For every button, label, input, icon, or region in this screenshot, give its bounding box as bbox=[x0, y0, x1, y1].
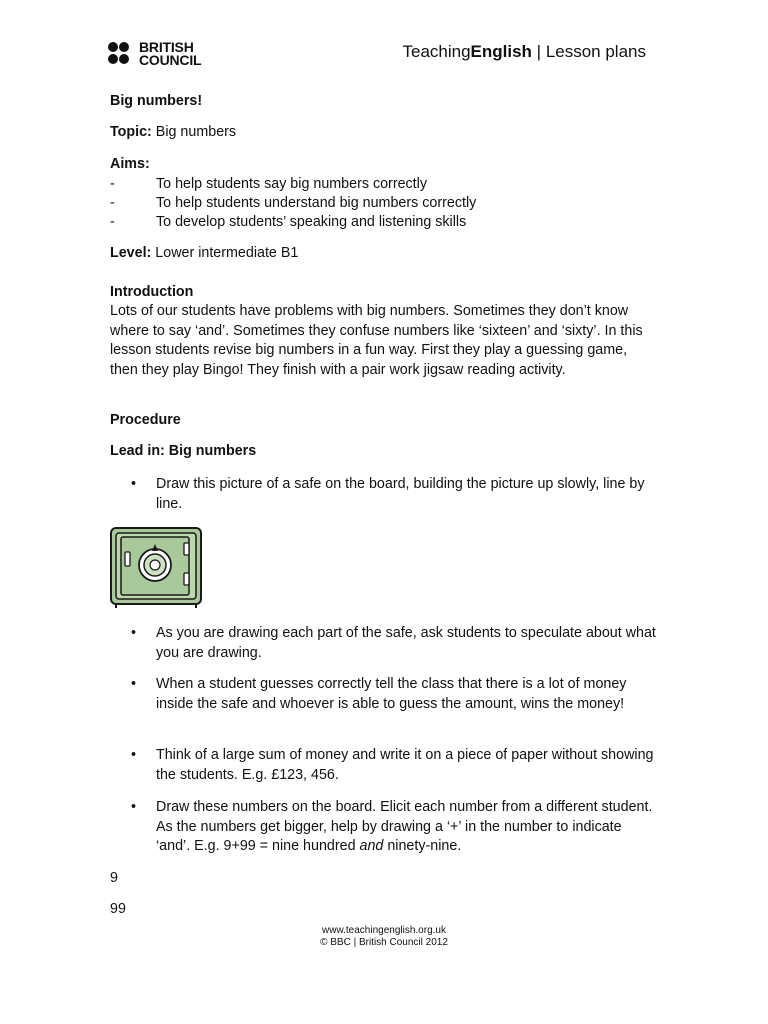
aims-heading: Aims: bbox=[110, 156, 150, 172]
introduction-heading: Introduction bbox=[110, 284, 194, 300]
bullet-item: Draw this picture of a safe on the board, building the picture up slowly, line by line. bbox=[156, 476, 645, 512]
introduction-text: Lots of our students have problems with big numbers. Sometimes they don’t know where to say ‘and’. Sometimes they confuse numbers like ‘sixteen’ and ‘sixty’. In this lesson students revise big numbers in a fun way. First they play a guessing game, then they play Bingo! They finish with a pair work jigsaw reading activity. bbox=[110, 303, 643, 378]
logo-line2: COUNCIL bbox=[139, 52, 202, 68]
bullet-icon: • bbox=[131, 799, 137, 815]
bullet-item: As you are drawing each part of the safe, ask students to speculate about what you are drawing. bbox=[156, 625, 656, 661]
bullet-item: When a student guesses correctly tell the class that there is a lot of money inside the safe and whoever is able to guess the amount, wins the money! bbox=[156, 676, 627, 712]
bullet-item: Draw these numbers on the board. Elicit each number from a different student. As the numbers get bigger, help by drawing a ‘+’ in the number to indicate ‘and’. E.g. 9+99 = nine hundred and ninety-nine. bbox=[156, 799, 653, 854]
leadin-heading: Lead in: Big numbers bbox=[110, 443, 257, 459]
bullet-item: Think of a large sum of money and write it on a piece of paper without showing the students. E.g. £123, 456. bbox=[156, 747, 654, 783]
footer-copyright: © BBC | British Council 2012 bbox=[320, 937, 448, 948]
procedure-heading: Procedure bbox=[110, 412, 181, 428]
bullet-icon: • bbox=[131, 476, 137, 492]
bullet-icon: • bbox=[131, 747, 137, 763]
safe-illustration bbox=[110, 527, 202, 609]
doc-title: Big numbers! bbox=[110, 93, 203, 109]
logo-line1: BRITISH bbox=[139, 39, 194, 55]
number-example: 9 bbox=[110, 870, 118, 886]
bullet-icon: • bbox=[131, 625, 137, 641]
header-title: TeachingEnglish | Lesson plans bbox=[402, 42, 646, 61]
topic-line: Topic: Big numbers bbox=[110, 124, 237, 140]
logo-dots-icon bbox=[108, 42, 140, 68]
british-council-logo bbox=[108, 41, 208, 69]
footer-url: www.teachingenglish.org.uk bbox=[322, 925, 446, 936]
bullet-icon: • bbox=[131, 676, 137, 692]
level-line: Level: Lower intermediate B1 bbox=[110, 245, 299, 261]
number-example: 99 bbox=[110, 901, 126, 917]
